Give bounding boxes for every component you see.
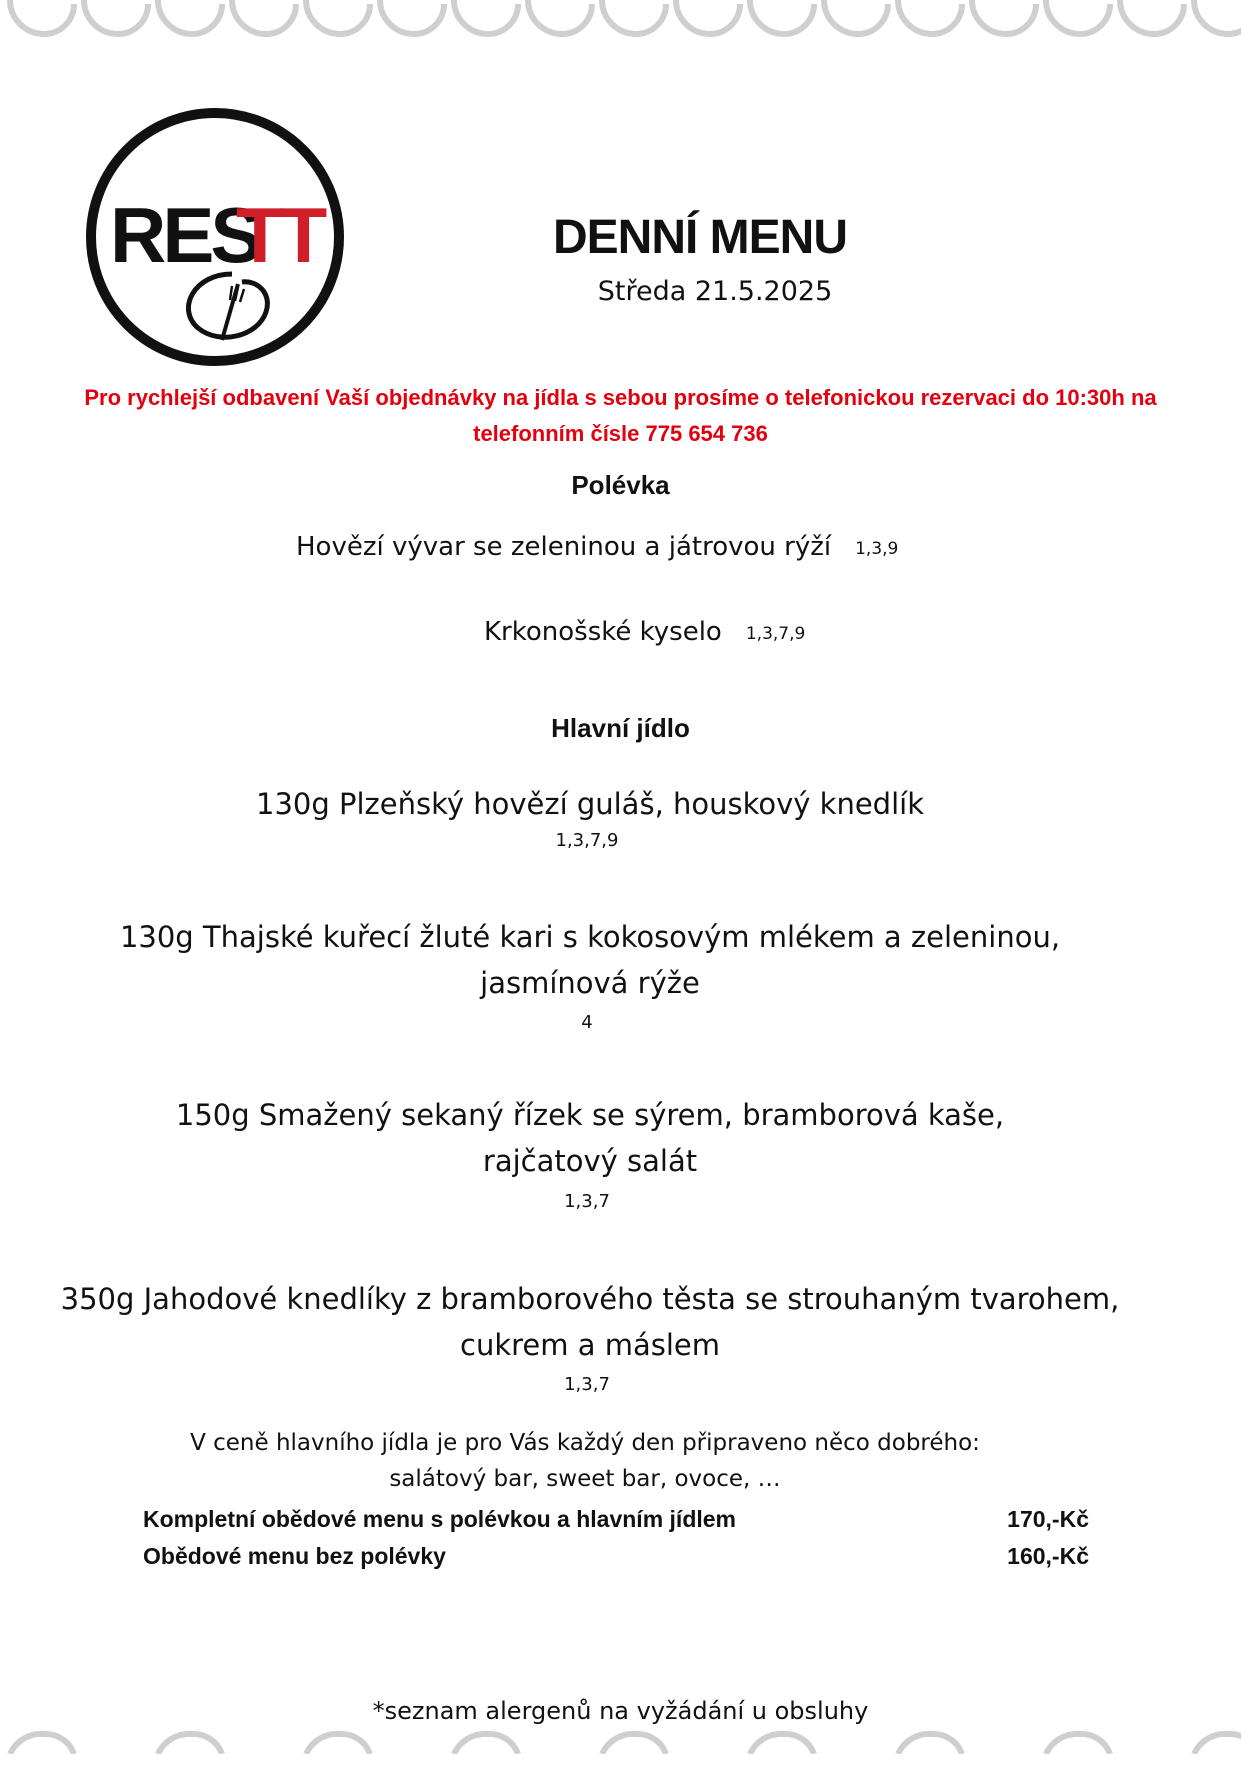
dish-allergens: 4: [581, 1012, 593, 1033]
svg-text:RES: RES: [110, 191, 259, 279]
notice-line-1: Pro rychlejší odbavení Vaší objednávky na jídla s sebou prosíme o telefonickou rezervaci do 10:30h na: [84, 385, 1157, 410]
info-line-1: V ceně hlavního jídla je pro Vás každý den připraveno něco dobrého:: [190, 1430, 980, 1456]
allergen-footnote: *seznam alergenů na vyžádání u obsluhy: [372, 1697, 869, 1725]
menu-info: [80, 1425, 1090, 1497]
main-dish: [30, 914, 1150, 1006]
dish-allergens: 1,3,7: [564, 1374, 610, 1395]
main-course-heading: Hlavní jídlo: [551, 713, 690, 743]
notice-line-2: telefonním čísle 775 654 736: [473, 421, 768, 446]
main-dish: [30, 1092, 1150, 1184]
soup-heading: Polévka: [571, 470, 670, 500]
dish-line-1: 130g Thajské kuřecí žluté kari s kokosovým mlékem a zeleninou,: [119, 920, 1061, 954]
price-value: 170,-Kč: [1007, 1506, 1089, 1532]
main-dish: [30, 781, 1150, 827]
dish-line-2: cukrem a máslem: [460, 1328, 720, 1362]
main-dish: [30, 1276, 1150, 1368]
soup-name: Krkonošské kyselo: [484, 617, 722, 647]
dish-line-1: 130g Plzeňský hovězí guláš, houskový knedlík: [256, 787, 924, 821]
soup-item: [296, 532, 898, 562]
dish-line-1: 150g Smažený sekaný řízek se sýrem, bramborová kaše,: [175, 1098, 1005, 1132]
info-line-2: salátový bar, sweet bar, ovoce, …: [389, 1466, 781, 1492]
page-title: DENNÍ MENU: [552, 211, 847, 264]
decorative-pattern-top: [0, 0, 1241, 48]
price-label: Obědové menu bez polévky: [143, 1543, 446, 1569]
price-label: Kompletní obědové menu s polévkou a hlavním jídlem: [143, 1506, 737, 1532]
dish-line-2: jasmínová rýže: [480, 966, 700, 1000]
soup-allergens: 1,3,9: [855, 539, 899, 559]
soup-item: [484, 617, 805, 647]
takeaway-notice: [40, 380, 1201, 452]
soup-name: Hovězí vývar se zeleninou a játrovou rýží: [296, 532, 832, 562]
restaurant-logo: [82, 104, 348, 370]
price-value: 160,-Kč: [1007, 1543, 1089, 1569]
svg-text:TT: TT: [236, 191, 324, 279]
dish-allergens: 1,3,7,9: [555, 830, 619, 851]
menu-date: Středa 21.5.2025: [597, 276, 833, 307]
decorative-pattern-bottom: [0, 1730, 1241, 1778]
dish-allergens: 1,3,7: [564, 1191, 610, 1212]
soup-allergens: 1,3,7,9: [745, 624, 806, 644]
dish-line-1: 350g Jahodové knedlíky z bramborového těsta se strouhaným tvarohem,: [60, 1282, 1120, 1316]
dish-line-2: rajčatový salát: [482, 1144, 698, 1178]
